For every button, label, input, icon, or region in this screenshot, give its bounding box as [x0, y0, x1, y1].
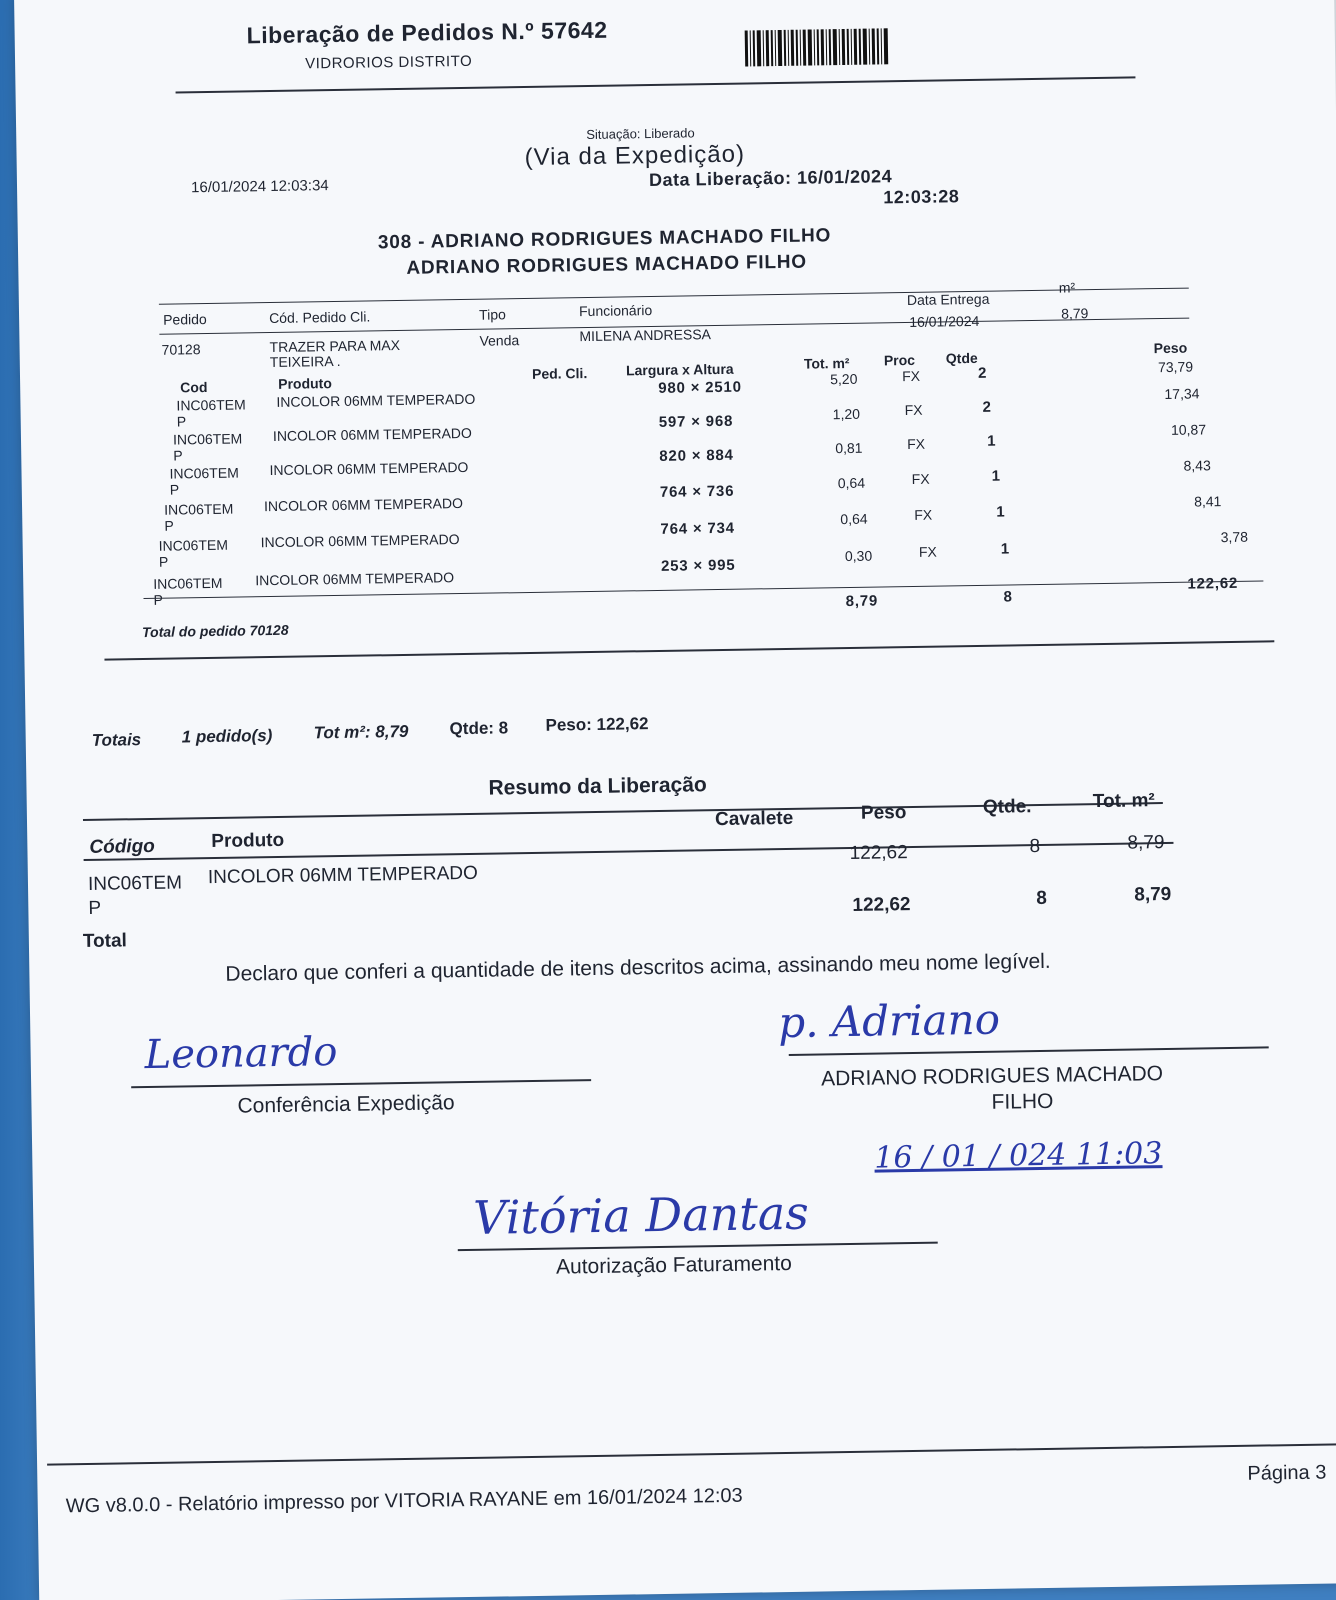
- conferencia-label: Conferência Expedição: [237, 1091, 455, 1118]
- item-qtde: 1: [1000, 540, 1011, 558]
- item-qtde: 1: [987, 432, 997, 450]
- totals-m2: Tot m²: 8,79: [313, 721, 409, 743]
- col-data-entrega: Data Entrega: [906, 290, 990, 309]
- order-total-rule: [104, 640, 1274, 660]
- conferencia-signature: Leonardo: [144, 1029, 338, 1079]
- item-product: INCOLOR 06MM TEMPERADO: [255, 569, 455, 589]
- item-qtde: 1: [996, 503, 1006, 521]
- summary-total-peso: 122,62: [852, 894, 911, 916]
- item-product: INCOLOR 06MM TEMPERADO: [272, 424, 472, 444]
- item-dimensions: 597 × 968: [658, 412, 734, 431]
- item-dimensions: 764 × 736: [659, 482, 735, 501]
- header-rule: [176, 76, 1136, 93]
- item-peso: 17,34: [1164, 385, 1200, 402]
- barcode: [745, 28, 889, 66]
- col-cod-pedido-cli: Cód. Pedido Cli.: [268, 308, 371, 327]
- col-produto: Produto: [278, 375, 332, 392]
- col-tipo: Tipo: [478, 306, 506, 323]
- summary-code: INC06TEM P: [87, 872, 183, 919]
- col-pedido: Pedido: [163, 311, 207, 328]
- release-date: Data Liberação: 16/01/2024: [648, 166, 893, 191]
- copy-type: (Via da Expedição): [524, 140, 746, 171]
- item-tot-m2: 1,20: [832, 405, 861, 423]
- summary-qtde: 8: [1029, 835, 1041, 858]
- col-largura-altura: Largura x Altura: [625, 360, 734, 379]
- status-text: Situação: Liberado: [586, 125, 695, 143]
- item-qtde: 2: [977, 364, 988, 382]
- company-name: VIDRORIOS DISTRITO: [305, 52, 473, 73]
- order-employee: MILENA ANDRESSA: [579, 326, 712, 345]
- client-sign-name-2: FILHO: [991, 1089, 1054, 1114]
- item-proc: FX: [901, 367, 921, 385]
- item-product: INCOLOR 06MM TEMPERADO: [269, 458, 469, 479]
- print-datetime: 16/01/2024 12:03:34: [190, 177, 329, 197]
- order-client-ref-2: TEIXEIRA .: [269, 352, 341, 371]
- client-signature: p. Adriano: [777, 994, 1001, 1048]
- order-type: Venda: [479, 332, 520, 349]
- item-dimensions: 764 × 734: [660, 519, 735, 538]
- item-tot-m2: 0,64: [837, 474, 866, 492]
- release-time: 12:03:28: [883, 186, 960, 208]
- order-delivery-date: 16/01/2024: [909, 312, 980, 330]
- summary-col-cavalete: Cavalete: [714, 807, 794, 831]
- totals-label: Totais: [91, 730, 142, 750]
- client-name: ADRIANO RODRIGUES MACHADO FILHO: [406, 251, 808, 279]
- item-qtde: 2: [982, 398, 992, 416]
- summary-total-m2: 8,79: [1134, 883, 1172, 906]
- item-proc: FX: [914, 506, 933, 523]
- document-page: [14, 0, 1336, 1600]
- declaration-text: Declaro que conferi a quantidade de itens descritos acima, assinando meu nome legível.: [225, 949, 1051, 986]
- summary-title: Resumo da Liberação: [488, 773, 707, 800]
- summary-col-peso: Peso: [860, 802, 907, 824]
- summary-col-codigo: Código: [89, 835, 156, 858]
- summary-total-label: Total: [82, 930, 128, 953]
- handwritten-date: 16 / 01 / 024 11:03: [874, 1136, 1163, 1176]
- item-tot-m2: 0,30: [844, 547, 873, 565]
- summary-peso: 122,62: [849, 842, 908, 864]
- order-total-label: Total do pedido 70128: [141, 621, 289, 641]
- col-funcionario: Funcionário: [578, 302, 653, 320]
- footer-page-number: Página 3: [1247, 1461, 1327, 1485]
- item-peso: 8,41: [1193, 493, 1222, 510]
- item-code: INC06TEM P: [176, 396, 246, 430]
- item-product: INCOLOR 06MM TEMPERADO: [276, 390, 476, 410]
- col-ped-cli: Ped. Cli.: [531, 365, 588, 382]
- item-code: INC06TEM P: [153, 574, 223, 608]
- item-proc: FX: [911, 470, 930, 487]
- item-code: INC06TEM P: [158, 536, 229, 570]
- order-top-rule: [159, 288, 1189, 305]
- summary-col-qtde: Qtde.: [982, 796, 1032, 818]
- col-m2: m²: [1058, 279, 1076, 296]
- document-title: Liberação de Pedidos N.º 57642: [246, 16, 608, 49]
- autorizacao-signature: Vitória Dantas: [472, 1185, 810, 1245]
- footer-printed-by: WG v8.0.0 - Relatório impresso por VITORIA RAYANE em 16/01/2024 12:03: [65, 1484, 743, 1518]
- item-peso: 73,79: [1157, 358, 1194, 376]
- item-product: INCOLOR 06MM TEMPERADO: [260, 531, 460, 551]
- summary-col-tot-m2: Tot. m²: [1092, 790, 1155, 813]
- conferencia-sign-line: [131, 1079, 591, 1088]
- totals-peso: Peso: 122,62: [545, 714, 649, 735]
- order-m2: 8,79: [1061, 305, 1089, 322]
- item-product: INCOLOR 06MM TEMPERADO: [263, 495, 464, 515]
- item-proc: FX: [904, 401, 923, 419]
- item-dimensions: 980 × 2510: [658, 378, 742, 397]
- item-qtde: 1: [991, 467, 1001, 485]
- item-tot-m2: 0,64: [840, 510, 868, 528]
- autorizacao-label: Autorização Faturamento: [555, 1251, 793, 1279]
- order-total-qtde: 8: [1003, 588, 1013, 606]
- item-code: INC06TEM P: [169, 464, 239, 498]
- col-peso: Peso: [1153, 339, 1188, 357]
- order-client-ref-1: TRAZER PARA MAX: [269, 336, 401, 356]
- order-total-m2: 8,79: [845, 592, 879, 611]
- item-proc: FX: [907, 435, 926, 453]
- item-code: INC06TEM P: [172, 430, 243, 464]
- item-dimensions: 820 × 884: [659, 446, 734, 465]
- item-tot-m2: 0,81: [835, 439, 863, 457]
- totals-qtde: Qtde: 8: [449, 718, 509, 739]
- item-peso: 8,43: [1183, 457, 1211, 474]
- item-peso: 10,87: [1170, 421, 1207, 438]
- item-peso: 3,78: [1220, 528, 1249, 546]
- client-sign-name-1: ADRIANO RODRIGUES MACHADO: [820, 1062, 1164, 1091]
- order-number: 70128: [161, 341, 201, 358]
- order-total-peso: 122,62: [1187, 574, 1239, 593]
- summary-product: INCOLOR 06MM TEMPERADO: [207, 862, 478, 889]
- totals-orders: 1 pedido(s): [181, 726, 273, 747]
- col-qtde: Qtde: [945, 349, 978, 367]
- col-tot-m2: Tot. m²: [803, 354, 850, 372]
- summary-total-qtde: 8: [1036, 887, 1048, 910]
- item-code: INC06TEM P: [163, 500, 234, 534]
- item-tot-m2: 5,20: [830, 370, 858, 388]
- client-sign-line: [789, 1046, 1269, 1056]
- client-code-name: 308 - ADRIANO RODRIGUES MACHADO FILHO: [377, 225, 832, 254]
- summary-tot-m2: 8,79: [1127, 832, 1165, 854]
- col-proc: Proc: [883, 351, 916, 369]
- item-proc: FX: [918, 543, 937, 560]
- footer-rule: [47, 1443, 1336, 1465]
- col-cod: Cod: [180, 379, 208, 396]
- summary-col-produto: Produto: [211, 829, 285, 853]
- item-dimensions: 253 × 995: [660, 556, 736, 575]
